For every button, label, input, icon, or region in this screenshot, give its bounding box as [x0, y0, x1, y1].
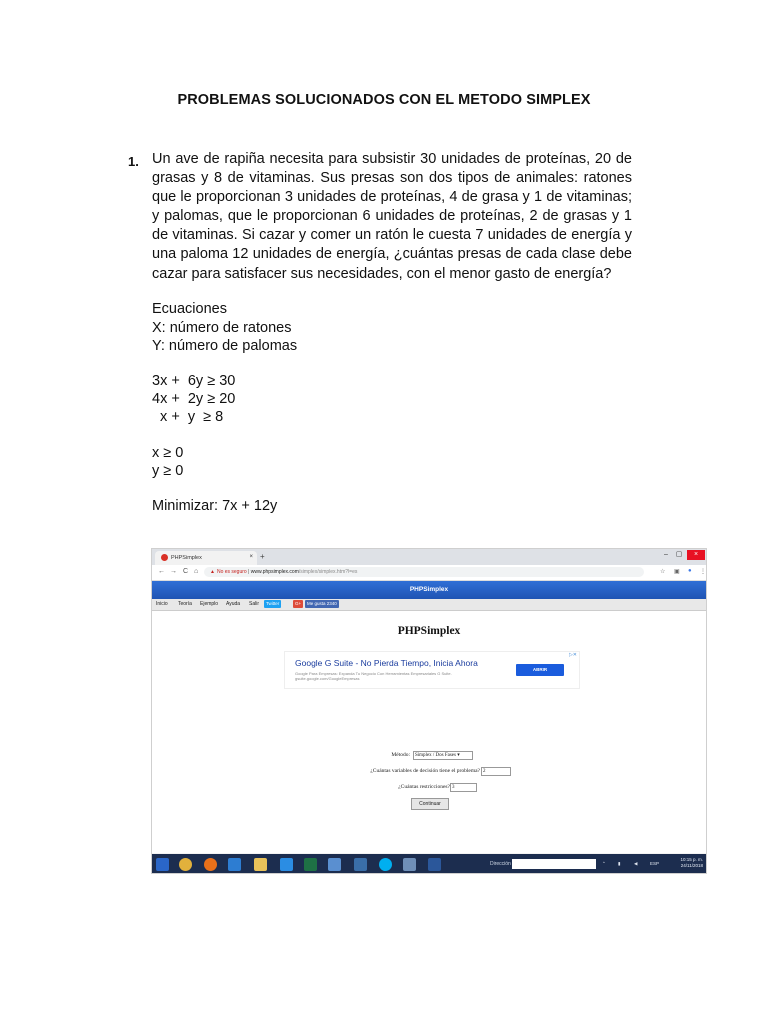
windows-taskbar	[152, 854, 706, 874]
variable-x-definition: X: número de ratones	[152, 320, 292, 336]
clock-date: 24/11/2018	[680, 863, 703, 868]
edge-icon[interactable]	[280, 858, 293, 871]
equations-heading: Ecuaciones	[152, 301, 227, 317]
forward-arrow-icon[interactable]: →	[170, 568, 177, 575]
volume-icon[interactable]: ◀	[634, 861, 638, 866]
app-icon[interactable]	[403, 858, 416, 871]
word-icon[interactable]	[428, 858, 441, 871]
warning-triangle-icon: ▲	[210, 569, 215, 575]
embedded-screenshot	[151, 548, 707, 874]
constraints-input[interactable]: 3	[450, 783, 477, 792]
ad-open-button[interactable]: ABRIR	[516, 664, 564, 676]
profile-icon[interactable]: ●	[688, 568, 692, 574]
site-header-bar: PHPSimplex	[152, 581, 706, 599]
constraints-label: ¿Cuántas restricciones?	[398, 784, 450, 790]
insecure-label: No es seguro	[216, 569, 247, 575]
ad-title[interactable]: Google G Suite - No Pierda Tiempo, Inicia Ahora	[295, 658, 478, 668]
reload-icon[interactable]: C	[183, 568, 189, 575]
menu-item-inicio[interactable]: Inicio	[156, 601, 168, 607]
objective-function: Minimizar: 7x + 12y	[152, 498, 278, 514]
extension-icon[interactable]: ▣	[674, 569, 680, 575]
site-menu-bar	[152, 599, 706, 611]
taskbar-search-label: Dirección	[490, 861, 511, 867]
variable-y-definition: Y: número de palomas	[152, 338, 298, 354]
window-close-icon[interactable]: ×	[687, 550, 705, 560]
new-tab-icon[interactable]: +	[260, 552, 265, 561]
gplus-share-button[interactable]: G+	[295, 601, 302, 606]
bookmark-star-icon[interactable]: ☆	[660, 569, 666, 575]
firefox-icon[interactable]	[204, 858, 217, 871]
chrome-icon[interactable]	[179, 858, 192, 871]
site-title: PHPSimplex	[397, 625, 461, 637]
url-field[interactable]	[204, 567, 644, 577]
browser-tab[interactable]	[155, 551, 257, 565]
nonnegativity-x: x ≥ 0	[152, 445, 184, 461]
constraint-fats: 4x + 2y ≥ 20	[152, 391, 236, 407]
document-title: PROBLEMAS SOLUCIONADOS CON EL METODO SIMPLEX	[177, 92, 591, 108]
url-separator: |	[246, 569, 251, 575]
address-bar	[152, 565, 706, 581]
ad-description: Google Para Empresas: Expanda Tu Negocio Con Herramientas Empresariales G Suite. gsuite.google.com/GoogleEmpresas	[295, 671, 452, 681]
like-button[interactable]: Me gusta 2340	[307, 601, 337, 606]
problem-number: 1.	[128, 154, 139, 169]
ad-banner[interactable]	[284, 651, 580, 689]
language-indicator[interactable]: ESP	[650, 861, 660, 866]
continue-button[interactable]: Continuar	[411, 798, 449, 810]
ad-choices-icon[interactable]: ▷✕	[568, 652, 577, 658]
browser-tab-bar	[152, 549, 706, 565]
menu-item-teoria[interactable]: Teoría	[178, 601, 192, 607]
system-clock[interactable]	[671, 857, 703, 869]
variables-input[interactable]: 2	[481, 767, 511, 776]
skype-icon[interactable]	[379, 858, 392, 871]
nonnegativity-y: y ≥ 0	[152, 463, 184, 479]
folder-icon[interactable]	[254, 858, 267, 871]
site-favicon-icon	[161, 554, 168, 561]
home-icon[interactable]: ⌂	[194, 568, 199, 575]
menu-item-salir[interactable]: Salir	[249, 601, 260, 607]
url-path: /simplex/simplex.htm?l=es	[298, 569, 358, 575]
url-host: www.phpsimplex.com	[250, 569, 299, 575]
media-icon[interactable]	[354, 858, 367, 871]
back-arrow-icon[interactable]: ←	[158, 568, 165, 575]
window-maximize-icon[interactable]: ▢	[675, 551, 683, 558]
excel-icon[interactable]	[304, 858, 317, 871]
menu-dots-icon[interactable]: ⋮	[700, 569, 706, 575]
menu-item-ejemplo[interactable]: Ejemplo	[200, 601, 219, 607]
site-body	[152, 611, 706, 853]
windows-start-icon[interactable]	[156, 858, 169, 871]
twitter-share-button[interactable]: Twitter	[266, 601, 280, 606]
variables-label: ¿Cuántas variables de decisión tiene el problema?	[370, 768, 480, 774]
tab-title: PHPSimplex	[171, 555, 202, 561]
tab-close-icon[interactable]: ×	[249, 554, 253, 560]
constraint-proteins: 3x + 6y ≥ 30	[152, 373, 236, 389]
method-select[interactable]: Simplex / Dos Fases ▾	[413, 751, 473, 760]
taskbar-search-input[interactable]	[512, 859, 596, 869]
clock-time: 10:15 p. m.	[680, 857, 703, 862]
constraint-vitamins: x + y ≥ 8	[152, 409, 224, 425]
network-icon[interactable]: ▮	[618, 861, 621, 866]
window-minimize-icon[interactable]: –	[664, 551, 668, 558]
tray-chevron-icon[interactable]: ⌃	[602, 861, 606, 866]
menu-item-ayuda[interactable]: Ayuda	[226, 601, 241, 607]
problem-statement: Un ave de rapiña necesita para subsistir 30 unidades de proteínas, 20 de grasas y 8 de vitaminas. Sus presas son dos tipos de animales: ratones que le proporcionan 3 unidades de proteínas, 4 de grasa y 1 de vitaminas; y palomas, que le proporcionan 6 unidades de proteínas, 2 de grasas y 1 de vitaminas. Si cazar y comer un ratón le cuesta 7 unidades de energía y una paloma 12 unidades de energía, ¿cuántas presas de cada clase debe cazar para satisfacer sus necesidades, con el menor gasto de energía?	[152, 151, 632, 282]
method-label: Método:	[391, 752, 410, 758]
shield-icon[interactable]	[228, 858, 241, 871]
pc-icon[interactable]	[328, 858, 341, 871]
